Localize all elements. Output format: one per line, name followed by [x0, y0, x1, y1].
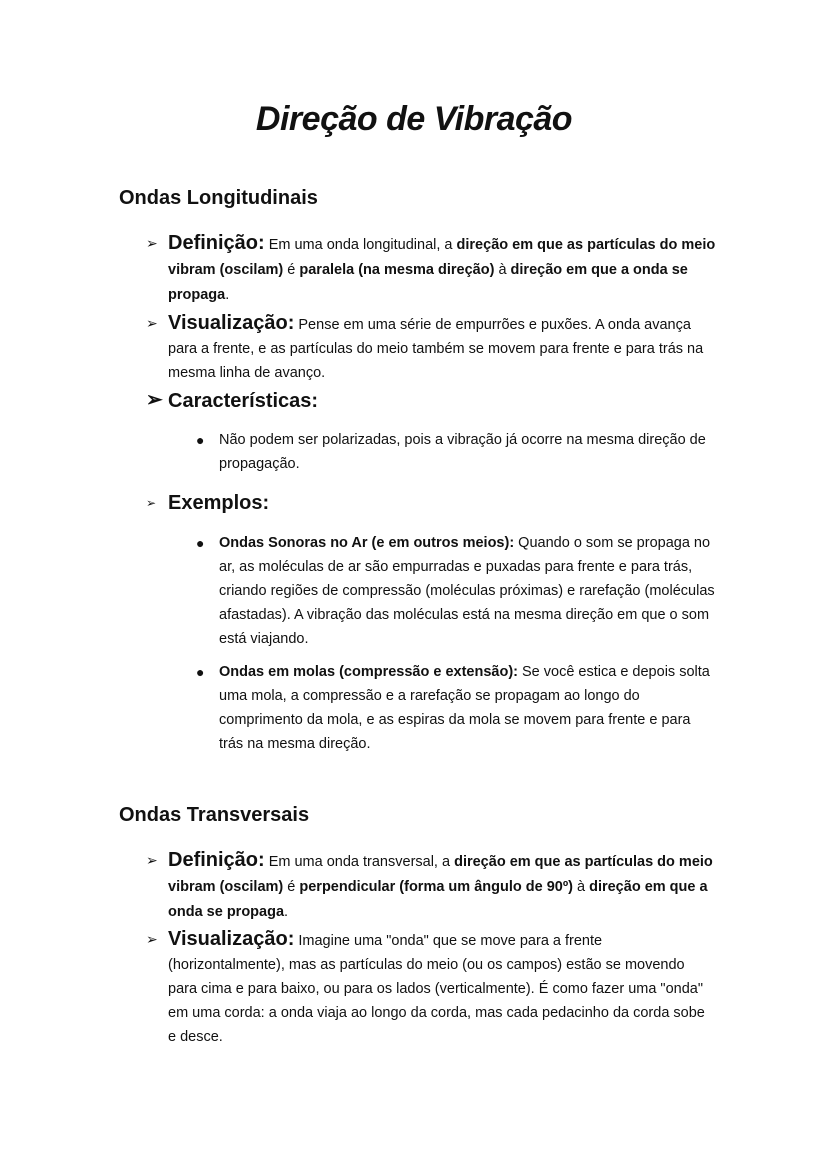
definicao-text: à	[572, 879, 590, 895]
list-item	[196, 428, 716, 476]
definicao-label: Definição:	[168, 849, 265, 871]
definicao-text: Em uma onda transversal, a	[264, 854, 455, 870]
visualizacao-text: Imagine uma "onda" que se move para a frente (horizontalmente), mas as partículas do meio (ou os campos) estão se movendo para cima e para baixo, ou para os lados (verticalmente). É como fazer uma "onda" em uma corda: a onda viaja ao longo da corda, mas cada pedacinho da corda sobe e desce.	[168, 933, 705, 1045]
definicao-bold: paralela (na mesma direção)	[299, 262, 495, 278]
visualizacao-label: Visualização:	[168, 312, 295, 334]
definicao-text: à	[494, 262, 511, 278]
bullet-dot-icon: ●	[196, 432, 205, 448]
bullet-dot-icon: ●	[196, 664, 205, 680]
caracteristicas-longitudinal	[146, 389, 716, 416]
definicao-bold: direção em que a onda se propaga	[168, 879, 708, 920]
section-heading-longitudinais: Ondas Longitudinais	[119, 187, 318, 209]
bullet-dot-icon: ●	[196, 535, 205, 551]
definicao-bold: direção em que a onda se propaga	[168, 262, 688, 303]
definicao-text: é	[283, 879, 300, 895]
exemplo-title: Ondas Sonoras no Ar (e em outros meios):	[219, 535, 515, 551]
list-item	[196, 531, 716, 651]
exemplo-text: Quando o som se propaga no ar, as moléculas de ar são empurradas e puxadas para frente e para trás, criando regiões de compressão (moléculas próximas) e rarefação (moléculas afastadas). A vibração das moléculas está na mesma direção em que o som está viajando.	[219, 535, 715, 647]
exemplo-text: Se você estica e depois solta uma mola, a compressão e a rarefação se propagam ao longo do comprimento da mola, e as espiras da mola se movem para frente e para trás na mesma direção.	[219, 664, 710, 752]
visualizacao-text: Pense em uma série de empurrões e puxões. A onda avança para a frente, e as partículas do meio também se movem para frente e para trás na mesma linha de avanço.	[168, 317, 704, 381]
definicao-text: .	[284, 904, 289, 920]
definicao-bold: perpendicular (forma um ângulo de 90º)	[299, 879, 573, 895]
exemplo-title: Ondas em molas (compressão e extensão):	[219, 664, 518, 680]
arrow-bullet-icon: ➢	[146, 235, 158, 251]
definicao-text: é	[283, 262, 300, 278]
arrow-bullet-icon: ➢	[146, 496, 157, 510]
definicao-transversal	[146, 848, 716, 925]
definicao-text: .	[225, 287, 230, 303]
visualizacao-longitudinal	[146, 311, 716, 385]
section-heading-transversais: Ondas Transversais	[119, 804, 310, 826]
visualizacao-label: Visualização:	[168, 928, 295, 950]
definicao-longitudinal	[146, 231, 716, 308]
arrow-bullet-icon: ➢	[146, 315, 158, 331]
page-title: Direção de Vibração	[255, 100, 573, 138]
definicao-bold: direção em que as partículas do meio vibram (oscilam)	[168, 237, 716, 278]
caracteristicas-label: Características:	[168, 390, 319, 412]
definicao-text: Em uma onda longitudinal, a	[264, 237, 457, 253]
arrow-bullet-icon: ➢	[146, 389, 163, 411]
visualizacao-transversal	[146, 927, 716, 1049]
definicao-label: Definição:	[168, 232, 265, 254]
arrow-bullet-icon: ➢	[146, 852, 158, 868]
exemplos-label: Exemplos:	[168, 492, 270, 514]
exemplos-longitudinal	[146, 491, 716, 518]
definicao-bold: direção em que as partículas do meio vibram (oscilam)	[168, 854, 713, 895]
list-item	[196, 660, 716, 756]
caracteristica-text: Não podem ser polarizadas, pois a vibração já ocorre na mesma direção de propagação.	[219, 432, 706, 472]
arrow-bullet-icon: ➢	[146, 931, 158, 947]
